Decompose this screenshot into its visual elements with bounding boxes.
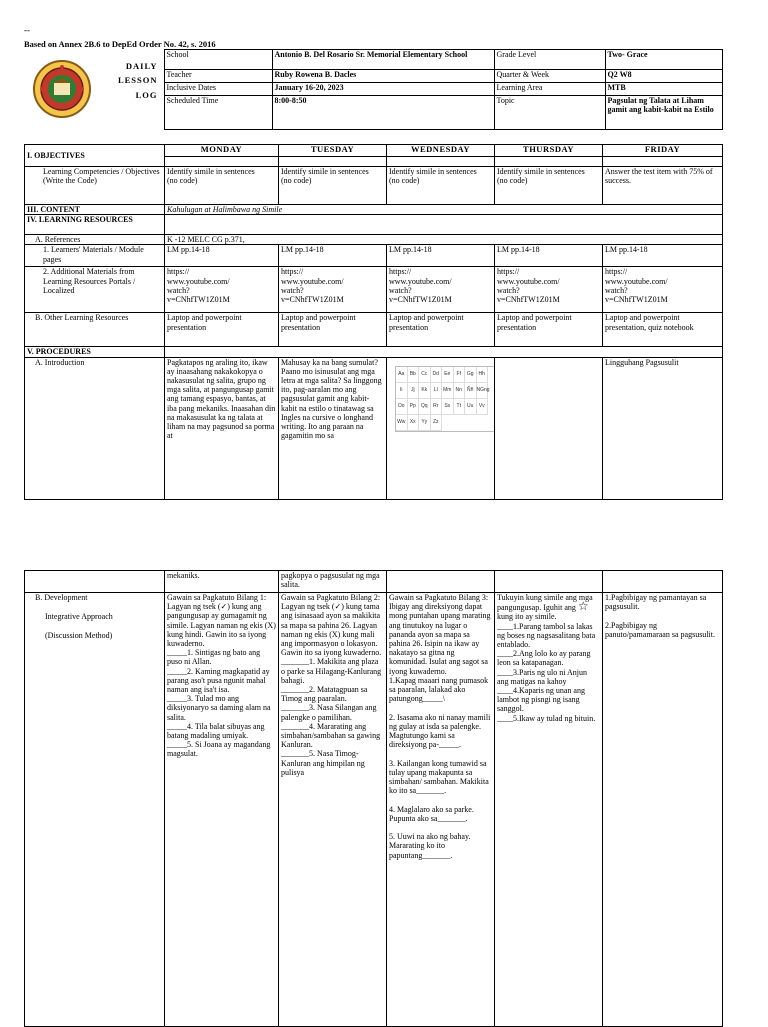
topic-value: Pagsulat ng Talata at Liham gamit ang kabit-kabit na Estilo	[605, 96, 722, 130]
other-fri: Laptop and powerpoint presentation, quiz notebook	[603, 313, 723, 347]
alphabet-cell: Rr	[431, 399, 443, 415]
alphabet-cell: Dd	[431, 367, 443, 383]
procedures-heading: V. PROCEDURES	[25, 347, 165, 357]
alphabet-cell: Mm	[442, 383, 454, 399]
cont-mon: mekaniks.	[165, 571, 279, 593]
alphabet-cell: Ii	[396, 383, 408, 399]
alphabet-cell: Tt	[454, 399, 466, 415]
quarter-label: Quarter & Week	[494, 70, 605, 83]
day-tuesday: TUESDAY	[279, 145, 387, 157]
alphabet-cell: Ee	[442, 367, 454, 383]
star-icon: ☆	[577, 599, 589, 614]
alphabet-cell: Ll	[431, 383, 443, 399]
additional-mon: https:// www.youtube.com/ watch? v=CNhfTW1Z01M	[165, 267, 279, 313]
other-resources-label: B. Other Learning Resources	[25, 313, 165, 347]
alphabet-cell: Cc	[419, 367, 431, 383]
alphabet-cell: Hh	[477, 367, 489, 383]
alphabet-cell: Zz	[431, 415, 443, 431]
topic-label: Topic	[494, 96, 605, 130]
school-label: School	[164, 50, 272, 70]
references-value: K -12 MELC CG p.371,	[165, 235, 723, 245]
alphabet-cell: Qq	[419, 399, 431, 415]
content-heading: III. CONTENT	[25, 205, 165, 215]
school-value: Antonio B. Del Rosario Sr. Memorial Elementary School	[272, 50, 494, 70]
resources-heading: IV. LEARNING RESOURCES	[25, 215, 165, 235]
competency-fri: Answer the test item with 75% of success.	[603, 167, 723, 205]
grade-label: Grade Level	[494, 50, 605, 70]
competency-wed: Identify simile in sentences (no code)	[387, 167, 495, 205]
alphabet-chart-image	[395, 366, 495, 432]
additional-thu: https:// www.youtube.com/ watch? v=CNhfTW1Z01M	[495, 267, 603, 313]
competency-thu: Identify simile in sentences (no code)	[495, 167, 603, 205]
alphabet-cell: Bb	[408, 367, 420, 383]
page-mark: --	[24, 25, 30, 35]
alphabet-cell: Nn	[454, 383, 466, 399]
lesson-table	[24, 144, 723, 500]
area-value: MTB	[605, 83, 722, 96]
alphabet-cell: Oo	[396, 399, 408, 415]
school-seal-icon	[32, 59, 92, 119]
lm-tue: LM pp.14-18	[279, 245, 387, 267]
logo-cell	[24, 50, 164, 130]
day-monday: MONDAY	[165, 145, 279, 157]
references-label: A. References	[25, 235, 165, 245]
additional-label: 2. Additional Materials from Learning Resources Portals / Localized	[25, 267, 165, 313]
alphabet-cell: Aa	[396, 367, 408, 383]
development-thu: Tukuyin kung simile ang mga pangungusap. Iguhit ang ☆ kung ito ay simile. ____1.Parang tambol sa lakas ng boses ng nagsasalitang bata entablado. ____2.Ang lolo ko ay parang leon sa katapanagan. ____3.Paris ng ulo ni Anjun ang matigas na kahoy ____4.Kaparis ng unan ang lambot ng pisngi ng isang sanggol. ____5.Ikaw ay tulad ng bituin.	[495, 593, 603, 1027]
alphabet-cell: Yy	[419, 415, 431, 431]
development-tue: Gawain sa Pagkatuto Bilang 2: Lagyan ng tsek (✓) kung tama ang isinasaad ayon sa makikita sa mapa sa pahina 26. Lagyan naman ng ekis (X) kung mali ang impormasyon o lokasyon. Gawin ito sa iyong kuwaderno. _______1. Makikita ang plaza o parke sa Hilagang-Kanlurang bahagi. _______2. Matatagpuan sa Timog ang paaralan. _______3. Nasa Silangan ang palengke o pamilihan. _______4. Mararating ang simbahan/sambahan sa gawing Kanluran. _______5. Nasa Timog-Kanluran ang himpilan ng pulisya	[279, 593, 387, 1027]
dates-value: January 16-20, 2023	[272, 83, 494, 96]
alphabet-cell: Uu	[465, 399, 477, 415]
log-title: DAILY LESSON LOG	[117, 60, 158, 100]
dates-label: Inclusive Dates	[164, 83, 272, 96]
competencies-label: Learning Competencies / Objectives (Write the Code)	[25, 167, 165, 205]
lm-label: 1. Learners' Materials / Module pages	[25, 245, 165, 267]
time-value: 8:00-8:50	[272, 96, 494, 130]
development-mon: Gawain sa Pagkatuto Bilang 1: Lagyan ng tsek (✓) kung ang pangungusap ay gumagamit ng simile. Lagyan naman ng ekis (X) kung hindi. Gawin ito sa iyong kuwaderno. _____1. Sintigas ng bato ang puso ni Allan. _____2. Kaming magkapatid ay parang aso't pusa ngunit mahal naman ang isa't isa. _____3. Tulad mo ang diksiyonaryo sa daming alam na salita. _____4. Tila balat sibuyas ang batang madaling umiyak. _____5. Si Joana ay magandang magsulat.	[165, 593, 279, 1027]
document-basis: Based on Annex 2B.6 to DepEd Order No. 42, s. 2016	[24, 39, 216, 49]
alphabet-cell: Pp	[408, 399, 420, 415]
teacher-label: Teacher	[164, 70, 272, 83]
other-wed: Laptop and powerpoint presentation	[387, 313, 495, 347]
other-thu: Laptop and powerpoint presentation	[495, 313, 603, 347]
additional-fri: https:// www.youtube.com/ watch? v=CNhfTW1Z01M	[603, 267, 723, 313]
day-thursday: THURSDAY	[495, 145, 603, 157]
development-fri: 1.Pagbibigay ng pamantayan sa pagsusulit. 2.Pagbibigay ng panuto/pamamaraan sa pagsusulit.	[603, 593, 723, 1027]
grade-value: Two- Grace	[605, 50, 722, 70]
competency-tue: Identify simile in sentences (no code)	[279, 167, 387, 205]
alphabet-cell: Gg	[465, 367, 477, 383]
teacher-value: Ruby Rowena B. Dacles	[272, 70, 494, 83]
development-label: B. Development Integrative Approach (Discussion Method)	[25, 593, 165, 1027]
area-label: Learning Area	[494, 83, 605, 96]
alphabet-cell: Vv	[477, 399, 489, 415]
other-tue: Laptop and powerpoint presentation	[279, 313, 387, 347]
additional-wed: https:// www.youtube.com/ watch? v=CNhfTW1Z01M	[387, 267, 495, 313]
day-friday: FRIDAY	[603, 145, 723, 157]
alphabet-cell: NGng	[477, 383, 489, 399]
intro-fri: Lingguhang Pagsusulit	[603, 357, 723, 499]
header-table	[24, 49, 723, 130]
alphabet-cell: Ss	[442, 399, 454, 415]
time-label: Scheduled Time	[164, 96, 272, 130]
day-wednesday: WEDNESDAY	[387, 145, 495, 157]
alphabet-cell: Ññ	[465, 383, 477, 399]
objectives-heading: I. OBJECTIVES	[25, 145, 165, 167]
lesson-table-continued	[24, 570, 723, 1027]
alphabet-cell: Ww	[396, 415, 408, 431]
intro-thu	[495, 357, 603, 499]
quarter-value: Q2 W8	[605, 70, 722, 83]
cont-tue: pagkopya o pagsusulat ng mga salita.	[279, 571, 387, 593]
lm-fri: LM pp.14-18	[603, 245, 723, 267]
intro-mon: Pagkatapos ng araling ito, ikaw ay inaasahang nakakokopya o nakasusulat ng salita, grupo ng mga salita, at pangungusap gamit ang tamang espasyo, bantas, at iba pang mekaniks. Inaasahan din na makasusulat ka ng talata at liham na may pagsunod sa porma at	[165, 357, 279, 499]
additional-tue: https:// www.youtube.com/ watch? v=CNhfTW1Z01M	[279, 267, 387, 313]
intro-tue: Mahusay ka na bang sumulat? Paano mo isinusulat ang mga letra at mga salita? Sa linggong ito, pag-aaralan mo ang pagsusulat gamit ang kabit-kabit na estilo o tinatawag sa Ingles na cursive o longhand writing. Ito ang paraan na gagamitin mo sa	[279, 357, 387, 499]
intro-wed	[387, 357, 495, 499]
development-wed: Gawain sa Pagkatuto Bilang 3: Ibigay ang direksiyong dapat mong puntahan upang marating ang tinutukoy na lugar o pananda ayon sa mapa sa pahina 26. Isipin na ikaw ay nakatayo sa gitna ng komunidad. Isulat ang sagot sa iyong kuwaderno. 1.Kapag maaari nang pumasok sa paaralan, lalakad ako patungong_____\ 2. Isasama ako ni nanay mamili ng gulay at isda sa palengke. Magtutungo kami sa direksiyong pa-_____. 3. Kailangan kong tumawid sa tulay upang makapunta sa simbahan/ sambahan. Makikita ko ito sa_______. 4. Maglalaro ako sa parke. Pupunta ako sa_______. 5. Uuwi na ako ng bahay. Mararating ko ito papuntang_______.	[387, 593, 495, 1027]
alphabet-cell: Ff	[454, 367, 466, 383]
competency-mon: Identify simile in sentences (no code)	[165, 167, 279, 205]
introduction-label: A. Introduction	[25, 357, 165, 499]
content-value: Kahulugan at Halimbawa ng Simile	[165, 205, 723, 215]
lm-thu: LM pp.14-18	[495, 245, 603, 267]
lm-mon: LM pp.14-18	[165, 245, 279, 267]
lm-wed: LM pp.14-18	[387, 245, 495, 267]
alphabet-cell: Jj	[408, 383, 420, 399]
alphabet-cell: Kk	[419, 383, 431, 399]
alphabet-cell: Xx	[408, 415, 420, 431]
other-mon: Laptop and powerpoint presentation	[165, 313, 279, 347]
